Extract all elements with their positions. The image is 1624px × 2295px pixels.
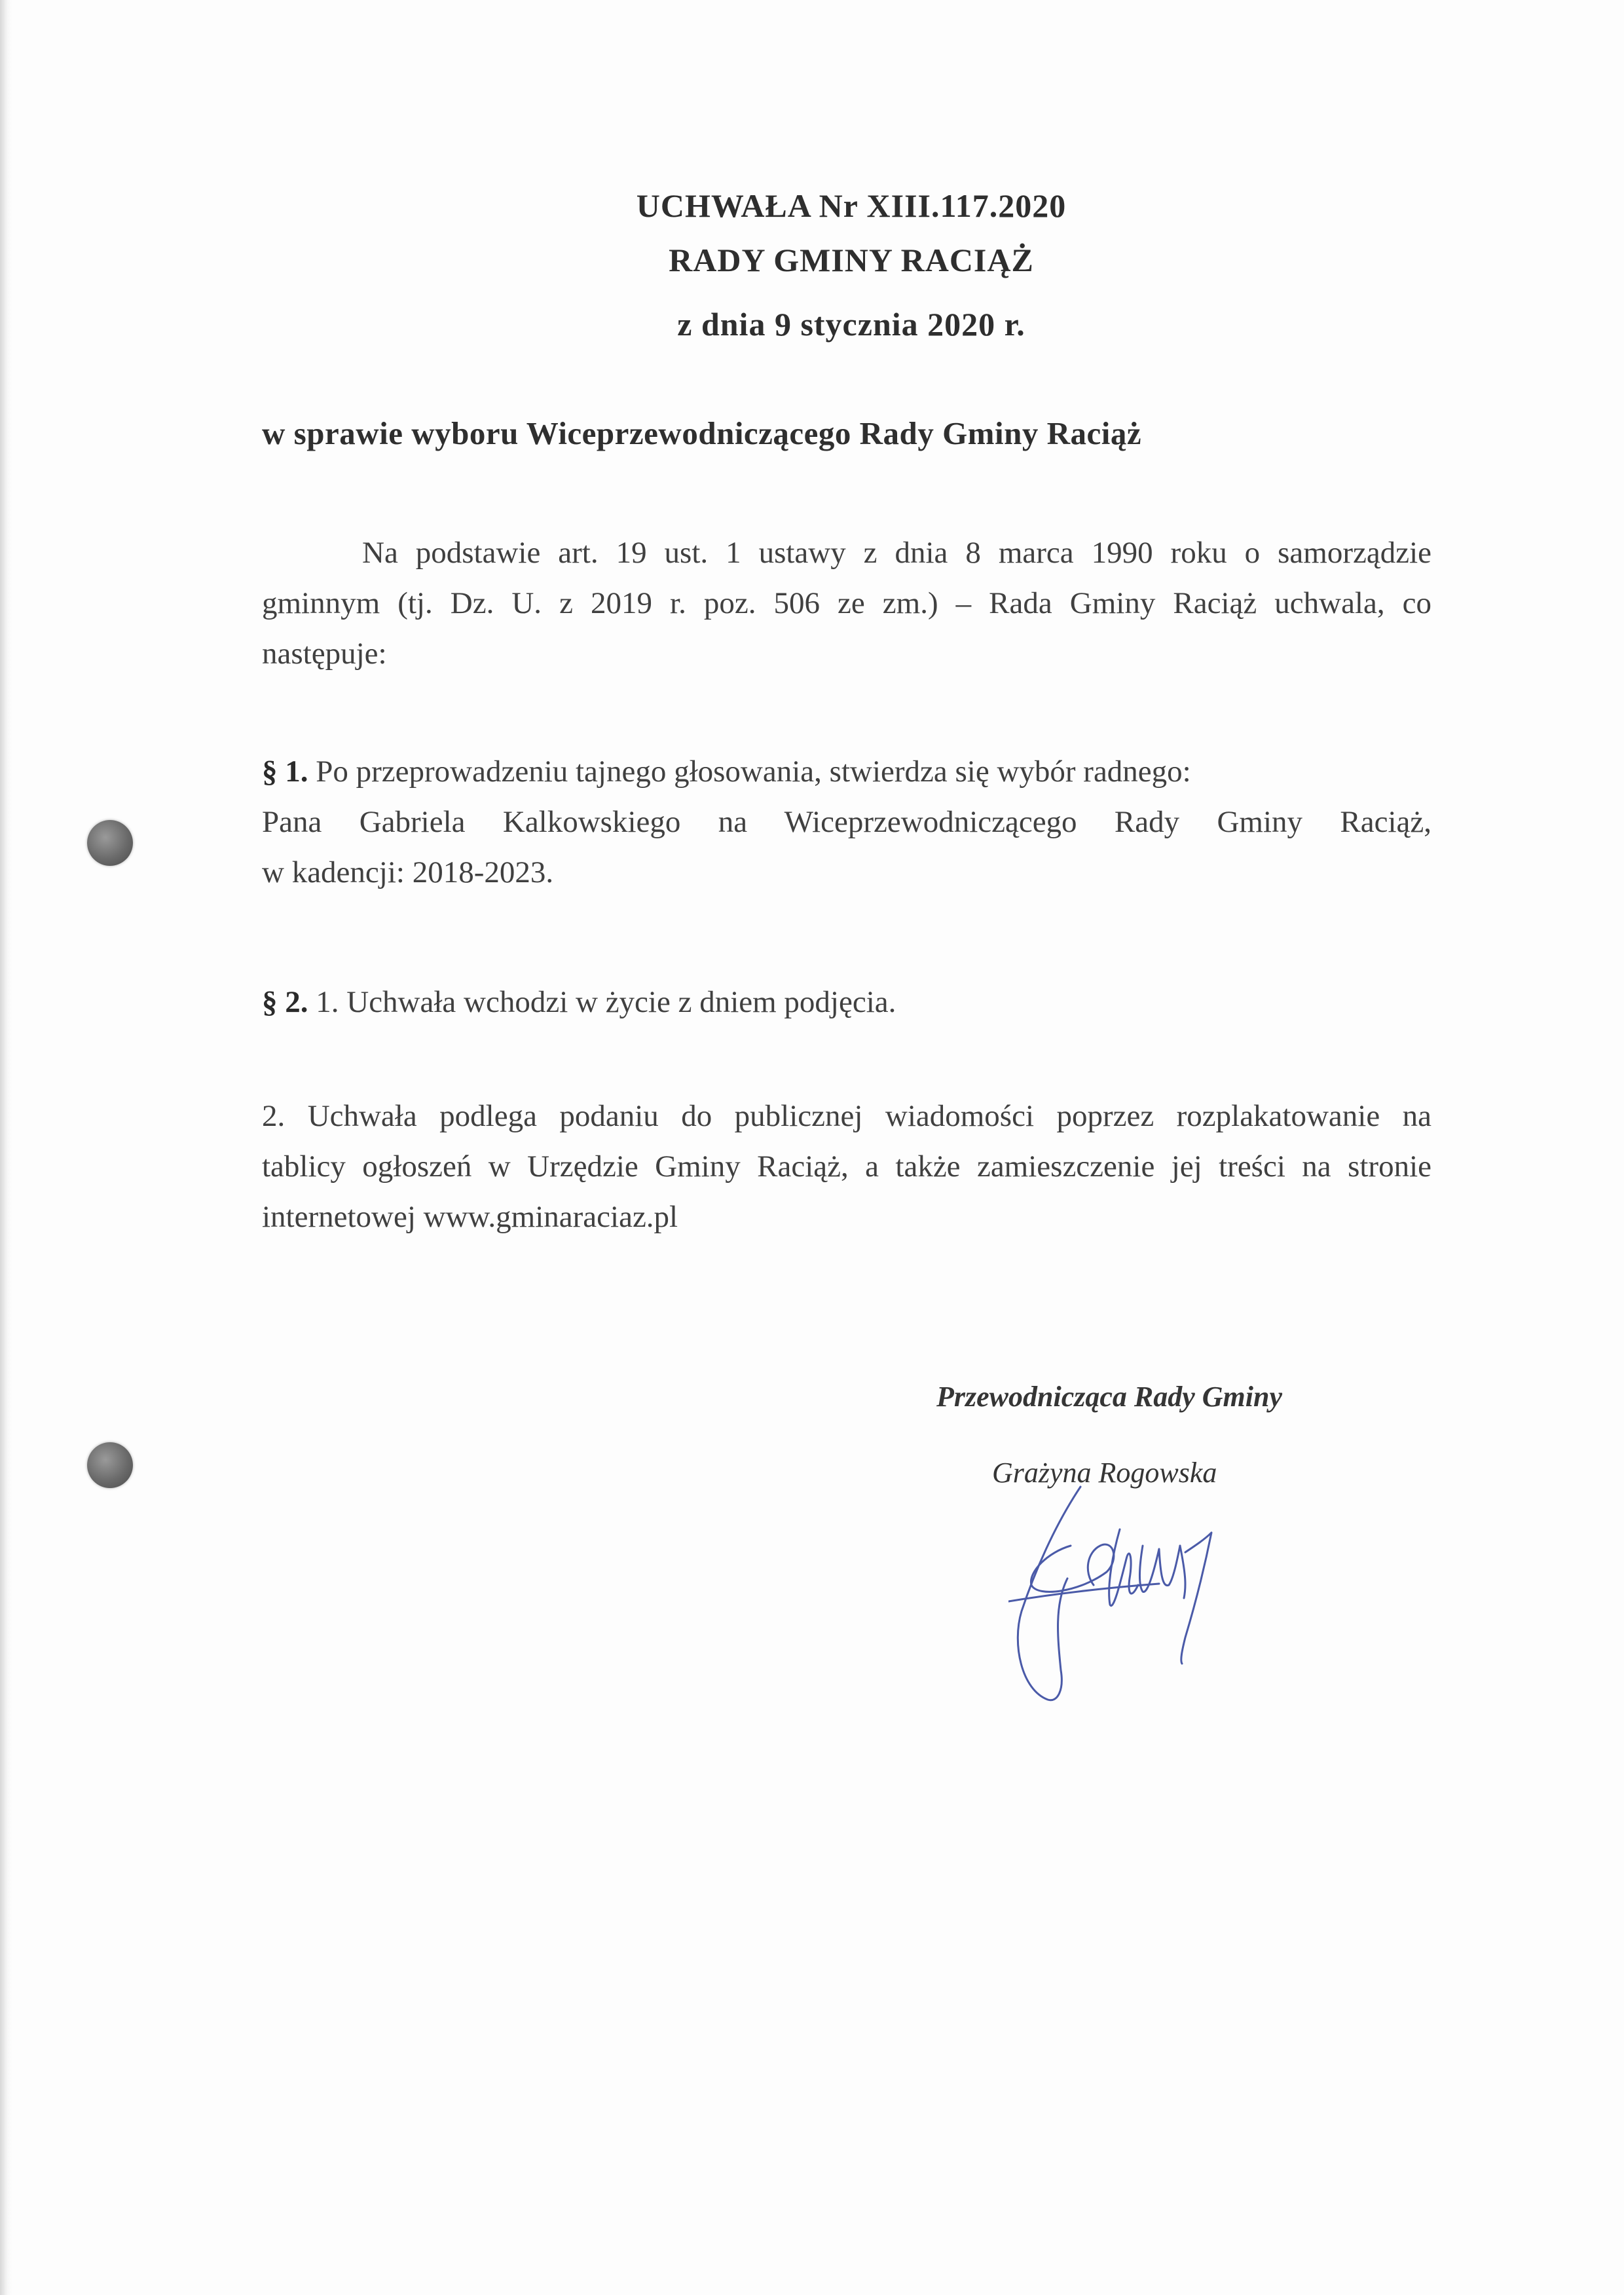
council-name: RADY GMINY RACIĄŻ — [669, 242, 1034, 278]
section-1-line: w kadencji: 2018-2023. — [262, 855, 554, 889]
section-2-point-2-line: internetowej www.gminaraciaz.pl — [262, 1200, 678, 1234]
signatory-name: Grażyna Rogowska — [992, 1457, 1217, 1489]
legal-basis-paragraph — [262, 528, 1431, 679]
signature-stroke — [1018, 1487, 1080, 1700]
punch-hole-top — [87, 820, 133, 866]
legal-basis-line: Na podstawie art. 19 ust. 1 ustawy z dnia 8 marca 1990 roku o samorządzie — [362, 536, 1431, 570]
section-2-point-2-line: 2. Uchwała podlega podaniu do publicznej wiadomości poprzez rozplakatowanie na — [262, 1099, 1431, 1133]
section-2-point-1: 1. Uchwała wchodzi w życie z dniem podjęcia. — [316, 985, 896, 1019]
legal-basis-line: następuje: — [262, 637, 387, 671]
section-1-first-line — [262, 747, 1431, 797]
legal-basis-line: gminnym (tj. Dz. U. z 2019 r. poz. 506 ze zm.) – Rada Gminy Raciąż uchwala, co — [262, 586, 1431, 620]
resolution-title: UCHWAŁA Nr XIII.117.2020 — [636, 187, 1067, 224]
section-2-point-2-line: tablicy ogłoszeń w Urzędzie Gminy Raciąż, a także zamieszczenie jej treści na stronie — [262, 1149, 1431, 1184]
signature-stroke — [1109, 1529, 1138, 1606]
signature-stroke — [1031, 1544, 1113, 1592]
punch-hole-bottom — [87, 1442, 133, 1488]
section-2-first-line — [262, 977, 1431, 1028]
section-1 — [262, 747, 1431, 898]
section-1-text: Po przeprowadzeniu tajnego głosowania, stwierdza się wybór radnego: — [316, 755, 1191, 789]
resolution-subject: w sprawie wyboru Wiceprzewodniczącego Rady Gminy Raciąż — [262, 415, 1142, 451]
section-2 — [262, 977, 1431, 1028]
handwritten-signature — [1008, 1474, 1257, 1709]
signature-stroke — [1180, 1533, 1211, 1664]
section-2-marker: § 2. — [262, 985, 308, 1019]
section-1-line: Pana Gabriela Kalkowskiego na Wiceprzewodniczącego Rady Gminy Raciąż, — [262, 805, 1431, 839]
resolution-date: z dnia 9 stycznia 2020 r. — [677, 306, 1025, 343]
section-1-marker: § 1. — [262, 755, 308, 789]
section-2-point-2 — [262, 1091, 1431, 1242]
signatory-title: Przewodnicząca Rady Gminy — [936, 1381, 1282, 1413]
scan-edge-shadow — [0, 0, 12, 2295]
